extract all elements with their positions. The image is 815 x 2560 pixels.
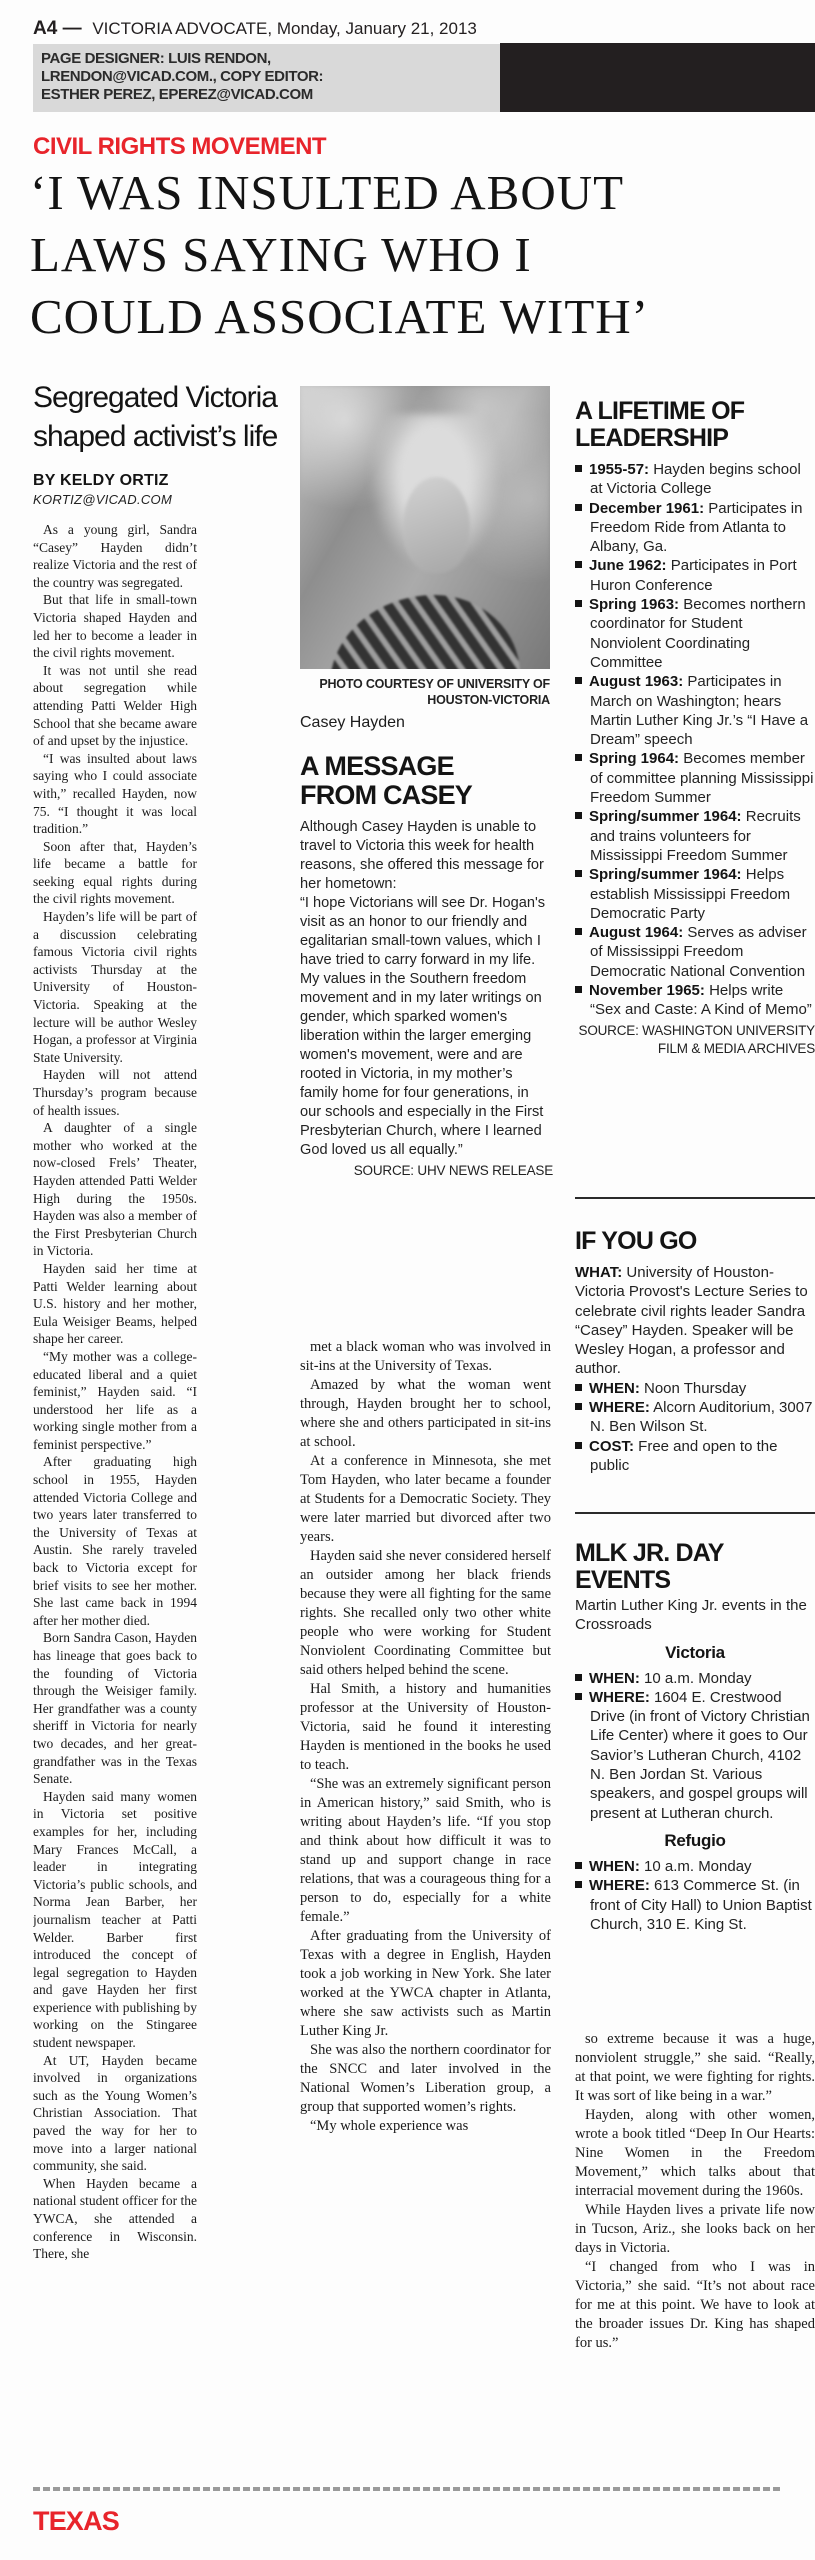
timeline-date: Spring 1964: xyxy=(589,750,680,768)
timeline-date: August 1963: xyxy=(589,673,684,691)
timeline-date: Spring/summer 1964: xyxy=(589,808,742,826)
mlk-intro: Martin Luther King Jr. events in the Crossroads xyxy=(575,1597,807,1634)
timeline-item xyxy=(575,923,815,981)
info-text: 1604 E. Crestwood Drive (in front of Victory Christian Life Center) where it goes to Our Savior’s Lutheran Church, 4102 N. Ben Jordan St. Various speakers, and gospel groups will present at Lutheran church. xyxy=(590,1688,810,1822)
body-paragraph: “I changed from who I was in Victoria,” she said. “It’s not about race for me at this point. We have to look at the broader issues Dr. King has shaped for us.” xyxy=(575,2259,815,2351)
if-you-go-box xyxy=(575,1228,815,1475)
refugio-items xyxy=(575,1857,815,1934)
byline-email: KORTIZ@VICAD.COM xyxy=(33,492,173,507)
body-paragraph: “I was insulted about laws saying who I could associate with,” recalled Hayden, now 75. “I thought it was local tradition.” xyxy=(33,750,197,837)
body-paragraph: While Hayden lives a private life now in Tucson, Ariz., she looks back on her days in Victoria. xyxy=(575,2202,815,2256)
info-label: WHEN: xyxy=(589,1857,640,1875)
body-paragraph: so extreme because it was a huge, nonviolent struggle,” she said. “Really, at that point, we were fighting for rights. It was sort of like being in a war.” xyxy=(575,2031,815,2104)
body-paragraph: At a conference in Minnesota, she met Tom Hayden, who later became a founder at Students for a Democratic Society. They were later married but divorced after two years. xyxy=(300,1453,551,1545)
if-you-go-title: IF YOU GO xyxy=(575,1227,697,1255)
message-source: SOURCE: UHV NEWS RELEASE xyxy=(353,1163,553,1178)
timeline-date: August 1964: xyxy=(589,924,684,942)
timeline-item xyxy=(575,807,815,865)
body-paragraph: “My mother was a college-educated liberal and a quiet feminist,” Hayden said. “I understood her life as a working single mother from a feminist perspective.” xyxy=(33,1348,197,1452)
timeline-date: June 1962: xyxy=(589,557,667,575)
headline-line-1: ‘I WAS INSULTED ABOUT xyxy=(30,165,625,220)
square-bullet-icon xyxy=(575,561,582,568)
message-from-casey-box xyxy=(300,752,553,1332)
divider-rule xyxy=(575,1512,815,1514)
square-bullet-icon xyxy=(575,754,582,761)
square-bullet-icon xyxy=(575,1881,582,1888)
square-bullet-icon xyxy=(575,1693,582,1700)
square-bullet-icon xyxy=(575,1403,582,1410)
body-paragraph: Hayden said her time at Patti Welder learning about U.S. history and her mother, Eula Weisiger Beams, helped shape her career. xyxy=(33,1260,197,1347)
body-paragraph: When Hayden became a national student officer for the YWCA, she attended a conference in Wisconsin. There, she xyxy=(33,2175,197,2262)
subhead: Segregated Victoria shaped activist’s life xyxy=(33,381,278,453)
timeline-item xyxy=(575,556,815,595)
body-paragraph: Born Sandra Cason, Hayden has lineage that goes back to the founding of Victoria through the Weisiger family. Her grandfather was a county sheriff in Victoria for nearly two decades, and her great-grandfather was in the Texas Senate. xyxy=(33,1630,197,1787)
dashed-divider xyxy=(33,2487,783,2491)
square-bullet-icon xyxy=(575,504,582,511)
timeline-text: Recruits and trains volunteers for Mississippi Freedom Summer xyxy=(590,808,801,864)
square-bullet-icon xyxy=(575,465,582,472)
casey-hayden-photo xyxy=(300,386,550,669)
message-intro: Although Casey Hayden is unable to travel to Victoria this week for health reasons, she offered this message for her hometown: xyxy=(300,819,544,892)
body-paragraph: Hayden’s life will be part of a discussion celebrating famous Victoria civil rights activists Thursday at the University of Houston-Victoria. Speaking at the lecture will be author Wesley Hogan, a professor at Virginia State University. xyxy=(33,909,197,1065)
square-bullet-icon xyxy=(575,600,582,607)
info-item xyxy=(575,1437,815,1476)
info-item xyxy=(575,1876,815,1934)
timeline-item xyxy=(575,460,815,499)
body-paragraph: Hayden said she never considered herself an outsider among her black friends because they were all fighting for the same rights. She recalled only two other white people who were working for Student Nonviolent Coordinating Committee but said others helped behind the scene. xyxy=(300,1548,551,1678)
timeline-text: Becomes northern coordinator for Student Nonviolent Coordinating Committee xyxy=(590,596,806,671)
timeline-date: November 1965: xyxy=(589,982,705,1000)
paper-name-date: VICTORIA ADVOCATE, Monday, January 21, 2013 xyxy=(92,19,477,38)
mlk-day-events-box xyxy=(575,1540,815,1934)
message-quote: “I hope Victorians will see Dr. Hogan's visit as an honor to our friendly and egalitarian small-town values, which I have tried to carry forward in my life. My values in the Southern freedom movement and in my later writings on gender, which sparked women's liberation within the larger emerging women's movement, were and are rooted in Victoria, in my mother’s family home for four generations, in our schools and especially in the First Presbyterian Church, where I learned God loved us all equally.” xyxy=(300,895,546,1158)
square-bullet-icon xyxy=(575,677,582,684)
body-paragraph: It was not until she read about segregation while attending Patti Welder High School that she became aware of and upset by the injustice. xyxy=(33,662,197,749)
info-text: Free and open to the public xyxy=(590,1437,778,1474)
body-paragraph: Soon after that, Hayden’s life became a battle for seeking equal rights during the civil rights movement. xyxy=(33,838,197,907)
credits-text: PAGE DESIGNER: LUIS RENDON, LRENDON@VICAD.COM., COPY EDITOR: ESTHER PEREZ, EPEREZ@VICAD.COM xyxy=(41,50,324,103)
body-paragraph: But that life in small-town Victoria shaped Hayden and led her to become a leader in the civil rights movement. xyxy=(33,592,197,661)
body-paragraph: After graduating from the University of Texas with a degree in English, Hayden took a job working in New York. She later worked at the YWCA chapter in Atlanta, where she saw activists such as Martin Luther King Jr. xyxy=(300,1928,551,2039)
info-text: Alcorn Auditorium, 3007 N. Ben Wilson St. xyxy=(590,1399,813,1436)
info-item xyxy=(575,1379,815,1398)
leadership-source: SOURCE: WASHINGTON UNIVERSITY FILM & MEDIA ARCHIVES xyxy=(578,1022,815,1056)
info-label: WHERE: xyxy=(589,1399,650,1417)
timeline-date: Spring 1963: xyxy=(589,596,680,614)
lifetime-of-leadership-box xyxy=(575,398,815,1058)
body-paragraph: After graduating high school in 1955, Hayden attended Victoria College and two years later transferred to the University of Texas at Austin. She rarely traveled back to Victoria except for brief visits to see her mother. She last came back in 1994 after her mother died. xyxy=(33,1454,197,1628)
timeline-item xyxy=(575,981,815,1020)
info-item xyxy=(575,1398,815,1437)
leadership-timeline xyxy=(575,460,815,1020)
square-bullet-icon xyxy=(575,1674,582,1681)
square-bullet-icon xyxy=(575,1862,582,1869)
masthead xyxy=(33,18,477,40)
timeline-text: Participates in March on Washington; hears Martin Luther King Jr.’s “I Have a Dream” speech xyxy=(590,673,809,749)
if-you-go-items xyxy=(575,1379,815,1475)
info-label: COST: xyxy=(589,1437,634,1455)
headline xyxy=(30,162,800,348)
body-column-3 xyxy=(575,2030,815,2462)
timeline-text: Helps write “Sex and Caste: A Kind of Memo” xyxy=(590,982,812,1019)
square-bullet-icon xyxy=(575,1384,582,1391)
timeline-item xyxy=(575,595,815,672)
body-paragraph: A daughter of a single mother who worked at the now-closed Frels’ Theater, Hayden attended Patti Welder High during the 1950s. Hayden was also a member of the First Presbyterian Church in Victoria. xyxy=(33,1120,197,1259)
timeline-text: Serves as adviser of Mississippi Freedom Democratic National Convention xyxy=(590,924,807,980)
body-paragraph: At UT, Hayden became involved in organizations such as the Young Women’s Christian Association. That paved the way for her to move into a larger national community, she said. xyxy=(33,2052,197,2174)
body-column-1 xyxy=(33,521,197,2459)
timeline-date: December 1961: xyxy=(589,499,705,517)
timeline-date: 1955-57: xyxy=(589,461,650,478)
photo-credit: PHOTO COURTESY OF UNIVERSITY OF HOUSTON-VICTORIA xyxy=(319,677,550,707)
body-paragraph: Hayden said many women in Victoria set positive examples for her, including Mary Frances McCall, a leader in integrating Victoria’s public schools, and Norma Jean Barber, her journalism teacher at Patti Welder. Barber first introduced the concept of legal segregation to Hayden and gave Hayden her first experience with publishing by working on the Stingaree student newspaper. xyxy=(33,1788,197,2051)
headline-line-3: COULD ASSOCIATE WITH’ xyxy=(30,289,649,344)
city-heading-victoria: Victoria xyxy=(665,1642,725,1662)
info-text: Noon Thursday xyxy=(644,1379,747,1397)
timeline-item xyxy=(575,672,815,749)
info-text: 10 a.m. Monday xyxy=(644,1857,752,1875)
timeline-text: Hayden begins school at Victoria College xyxy=(590,461,801,498)
info-text: 613 Commerce St. (in front of City Hall) to Union Baptist Church, 310 E. King St. xyxy=(590,1877,812,1933)
body-paragraph: “My whole experience was xyxy=(310,2118,469,2134)
info-item xyxy=(575,1669,815,1688)
info-label: WHEN: xyxy=(589,1379,640,1397)
square-bullet-icon xyxy=(575,928,582,935)
message-box-title: A MESSAGE FROM CASEY xyxy=(300,752,473,810)
if-you-go-what xyxy=(575,1263,815,1379)
divider-rule xyxy=(575,1197,815,1199)
what-label: WHAT: xyxy=(575,1264,623,1281)
timeline-item xyxy=(575,865,815,923)
ad-placeholder-box xyxy=(500,43,815,112)
timeline-item xyxy=(575,749,815,807)
victoria-items xyxy=(575,1669,815,1823)
headline-line-2: LAWS SAYING WHO I xyxy=(30,227,532,282)
square-bullet-icon xyxy=(575,986,582,993)
body-column-2 xyxy=(300,1338,551,2460)
info-item xyxy=(575,1857,815,1876)
info-label: WHEN: xyxy=(589,1669,640,1687)
city-heading-refugio: Refugio xyxy=(664,1830,726,1850)
square-bullet-icon xyxy=(575,1442,582,1449)
square-bullet-icon xyxy=(575,870,582,877)
leadership-box-title: A LIFETIME OF LEADERSHIP xyxy=(575,397,745,452)
what-text: University of Houston-Victoria Provost's Lecture Series to celebrate civil rights leader Sandra “Casey” Hayden. Speaker will be Wesley Hogan, a professor and author. xyxy=(575,1264,808,1378)
page-number: A4 — xyxy=(33,18,82,39)
timeline-date: Spring/summer 1964: xyxy=(589,866,742,884)
body-paragraph: met a black woman who was involved in sit-ins at the University of Texas. xyxy=(300,1339,551,1374)
section-label-texas: TEXAS xyxy=(33,2506,120,2536)
info-label: WHERE: xyxy=(589,1877,650,1895)
photo-caption: Casey Hayden xyxy=(300,714,405,731)
info-label: WHERE: xyxy=(589,1688,650,1706)
timeline-text: Participates in Freedom Ride from Atlanta to Albany, Ga. xyxy=(590,499,803,556)
body-paragraph: Amazed by what the woman went through, Hayden brought her to school, where she and others participated in sit-ins at school. xyxy=(300,1377,551,1450)
square-bullet-icon xyxy=(575,812,582,819)
timeline-text: Participates in Port Huron Conference xyxy=(590,557,797,594)
page-designer-credits xyxy=(33,44,500,112)
body-paragraph: “She was an extremely significant person in American history,” said Smith, who is writing about Hayden’s life. “If you stop and think about how difficult it was to stand up and support change in race relations, that was a courageous thing for a person to do, especially for a white female.” xyxy=(300,1776,551,1925)
info-item xyxy=(575,1688,815,1823)
body-paragraph: As a young girl, Sandra “Casey” Hayden didn’t realize Victoria and the rest of the country was segregated. xyxy=(33,522,197,590)
mlk-box-title: MLK JR. DAY EVENTS xyxy=(575,1539,724,1594)
body-paragraph: She was also the northern coordinator for the SNCC and later involved in the National Women’s Liberation group, a group that supported women’s rights. xyxy=(300,2042,551,2115)
body-paragraph: Hal Smith, a history and humanities professor at the University of Houston-Victoria, said he found it interesting Hayden is mentioned in the books he used to teach. xyxy=(300,1681,551,1773)
info-text: 10 a.m. Monday xyxy=(644,1669,752,1687)
section-kicker: CIVIL RIGHTS MOVEMENT xyxy=(33,133,327,160)
body-paragraph: Hayden, along with other women, wrote a book titled “Deep In Our Hearts: Nine Women in the Freedom Movement,” which talks about that interracial movement during the 1960s. xyxy=(575,2107,815,2199)
byline: BY KELDY ORTIZ xyxy=(33,472,169,489)
body-paragraph: Hayden will not attend Thursday’s program because of health issues. xyxy=(33,1067,197,1118)
timeline-text: Becomes member of committee planning Mississippi Freedom Summer xyxy=(590,750,814,807)
photo-face-shape xyxy=(403,477,471,573)
timeline-item xyxy=(575,499,815,557)
timeline-text: Helps establish Mississippi Freedom Democratic Party xyxy=(590,866,791,922)
